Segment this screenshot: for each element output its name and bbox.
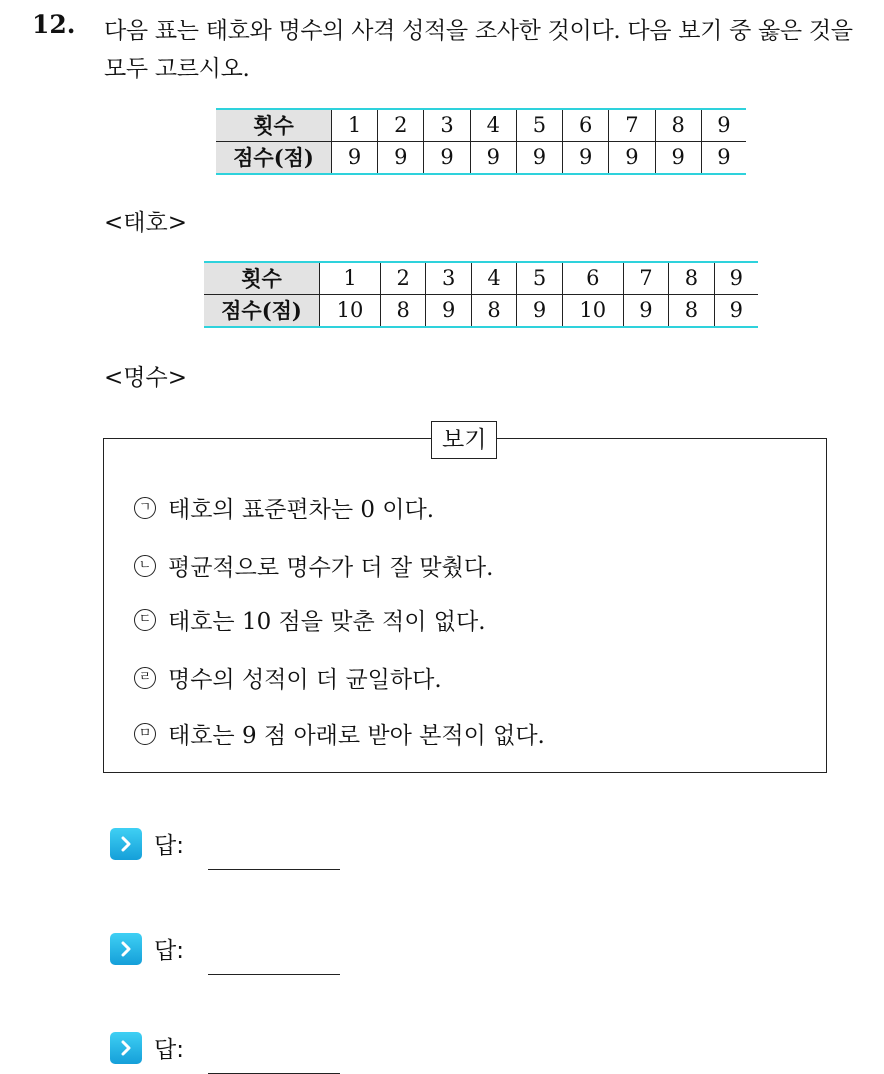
taeho-score-cell: 9 [609, 142, 655, 175]
myeongsu-round-cell: 7 [623, 262, 668, 295]
answer-label: 답: [154, 1037, 184, 1063]
bogi-box [103, 427, 827, 773]
circled-mark-icon: ㄹ [134, 667, 156, 689]
taeho-score-cell: 9 [424, 142, 470, 175]
bogi-title: 보기 [431, 421, 497, 459]
myeongsu-score-cell: 9 [426, 295, 471, 328]
taeho-round-row [216, 109, 746, 142]
myeongsu-score-label: 점수(점) [204, 295, 320, 328]
taeho-score-label: 점수(점) [216, 142, 332, 175]
answer-blank[interactable] [208, 841, 340, 870]
answer-row [110, 827, 340, 860]
answer-label: 답: [154, 938, 184, 964]
myeongsu-round-cell: 9 [714, 262, 758, 295]
bogi-item-text: 명수의 성적이 더 균일하다. [168, 667, 442, 693]
taeho-round-label: 횟수 [216, 109, 332, 142]
bogi-item-text: 태호의 표준편차는 0 이다. [168, 497, 435, 523]
taeho-score-row [216, 142, 746, 175]
circled-mark-icon: ㄷ [134, 609, 156, 631]
taeho-score-table [216, 108, 746, 175]
myeongsu-score-row [204, 295, 758, 328]
myeongsu-score-cell: 8 [381, 295, 426, 328]
bogi-item [134, 603, 486, 636]
answer-row [110, 1031, 340, 1064]
myeongsu-score-cell: 10 [562, 295, 623, 328]
taeho-score-cell: 9 [655, 142, 701, 175]
chevron-right-icon [110, 828, 142, 860]
bogi-item [134, 491, 434, 524]
taeho-round-cell: 8 [655, 109, 701, 142]
bogi-item-text: 태호는 10 점을 맞춘 적이 없다. [168, 609, 486, 635]
bogi-item [134, 549, 493, 582]
myeongsu-round-row [204, 262, 758, 295]
bogi-item-text: 평균적으로 명수가 더 잘 맞췄다. [168, 555, 494, 581]
myeongsu-score-table [204, 261, 758, 328]
chevron-right-icon [110, 933, 142, 965]
myeongsu-round-cell: 3 [426, 262, 471, 295]
answer-label: 답: [154, 833, 184, 859]
taeho-caption: <태호> [104, 210, 187, 236]
taeho-round-cell: 6 [563, 109, 609, 142]
question-number: 12. [32, 10, 76, 39]
taeho-round-cell: 3 [424, 109, 470, 142]
circled-mark-icon: ㄱ [134, 497, 156, 519]
taeho-score-cell: 9 [563, 142, 609, 175]
taeho-round-cell: 5 [516, 109, 562, 142]
bogi-item [134, 661, 442, 694]
bogi-item [134, 717, 545, 750]
myeongsu-round-cell: 5 [517, 262, 562, 295]
myeongsu-score-cell: 9 [714, 295, 758, 328]
myeongsu-score-cell: 9 [623, 295, 668, 328]
circled-mark-icon: ㄴ [134, 555, 156, 577]
myeongsu-round-label: 횟수 [204, 262, 320, 295]
myeongsu-round-cell: 4 [471, 262, 516, 295]
taeho-round-cell: 2 [378, 109, 424, 142]
taeho-round-cell: 7 [609, 109, 655, 142]
myeongsu-score-cell: 10 [320, 295, 381, 328]
taeho-score-cell: 9 [378, 142, 424, 175]
myeongsu-round-cell: 2 [381, 262, 426, 295]
answer-row [110, 932, 340, 965]
bogi-item-text: 태호는 9 점 아래로 받아 본적이 없다. [168, 723, 545, 749]
chevron-right-icon [110, 1032, 142, 1064]
taeho-score-cell: 9 [516, 142, 562, 175]
taeho-score-cell: 9 [332, 142, 378, 175]
myeongsu-round-cell: 6 [562, 262, 623, 295]
answer-blank[interactable] [208, 1045, 340, 1074]
circled-mark-icon: ㅁ [134, 723, 156, 745]
myeongsu-score-cell: 8 [471, 295, 516, 328]
myeongsu-caption: <명수> [104, 365, 187, 391]
answer-blank[interactable] [208, 946, 340, 975]
myeongsu-round-cell: 1 [320, 262, 381, 295]
taeho-score-cell: 9 [470, 142, 516, 175]
taeho-round-cell: 4 [470, 109, 516, 142]
taeho-round-cell: 1 [332, 109, 378, 142]
taeho-round-cell: 9 [701, 109, 746, 142]
question-text: 다음 표는 태호와 명수의 사격 성적을 조사한 것이다. 다음 보기 중 옳은 것을 모두 고르시오. [104, 18, 853, 82]
myeongsu-score-cell: 8 [669, 295, 714, 328]
myeongsu-score-cell: 9 [517, 295, 562, 328]
myeongsu-round-cell: 8 [669, 262, 714, 295]
taeho-score-cell: 9 [701, 142, 746, 175]
